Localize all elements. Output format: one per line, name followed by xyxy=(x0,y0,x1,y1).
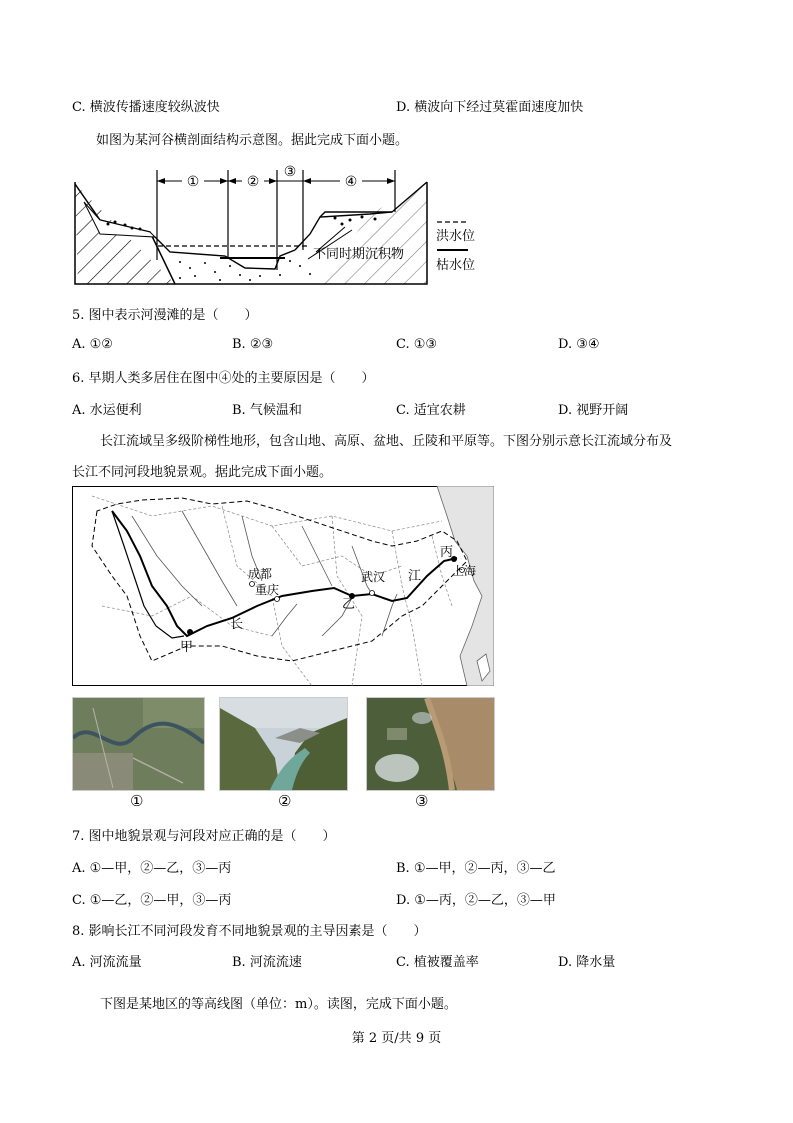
q5-stem: 5. 图中表示河漫滩的是（ ） xyxy=(72,308,258,323)
q8-option-d: D. 降水量 xyxy=(558,955,616,970)
q6-option-c: C. 适宜农耕 xyxy=(396,403,466,418)
q6-option-b: B. 气候温和 xyxy=(232,403,302,418)
valley-intro: 如图为某河谷横剖面结构示意图。据此完成下面小题。 xyxy=(96,133,409,148)
map-label-shanghai: 上海 xyxy=(452,564,477,578)
q5-option-a: A. ①② xyxy=(72,337,113,352)
q5-option-b: B. ②③ xyxy=(232,337,274,352)
q7-stem: 7. 图中地貌景观与河段对应正确的是（ ） xyxy=(72,829,336,844)
q7-option-d: D. ①—丙，②—乙，③—甲 xyxy=(396,893,556,908)
map-label-bing: 丙 xyxy=(440,545,454,560)
q5-option-c: C. ①③ xyxy=(396,337,438,352)
marker-3: ③ xyxy=(283,164,297,180)
q8-option-b: B. 河流流速 xyxy=(232,955,302,970)
q7-option-b: B. ①—甲，②—丙，③—乙 xyxy=(396,861,556,876)
page-footer: 第 2 页/共 9 页 xyxy=(351,1031,442,1046)
map-label-yi: 乙 xyxy=(342,597,356,612)
q7-option-c: C. ①—乙，②—甲，③—丙 xyxy=(72,893,232,908)
photo-label-2: ② xyxy=(278,792,292,810)
q6-option-a: A. 水运便利 xyxy=(72,403,142,418)
yangtze-intro-line2: 长江不同河段地貌景观。据此完成下面小题。 xyxy=(72,465,333,480)
q6-option-d: D. 视野开阔 xyxy=(558,403,629,418)
jia-point xyxy=(187,629,193,635)
marker-2: ② xyxy=(246,174,260,190)
map-label-wuhan: 武汉 xyxy=(361,570,386,584)
q6-stem: 6. 早期人类多居住在图中④处的主要原因是（ ） xyxy=(72,371,375,386)
landscape-photo-1 xyxy=(72,697,205,791)
q7-option-a: A. ①—甲，②—乙，③—丙 xyxy=(72,861,232,876)
q8-option-a: A. 河流流量 xyxy=(72,955,142,970)
landscape-photo-2 xyxy=(219,697,348,791)
map-label-chongqing: 重庆 xyxy=(255,583,280,597)
map-label-jiang: 江 xyxy=(408,569,422,584)
photo-label-1: ① xyxy=(130,792,144,810)
yangtze-basin-map xyxy=(72,486,494,686)
legend-flood-level: 洪水位 xyxy=(436,229,476,244)
map-label-chang: 长 xyxy=(230,617,244,632)
marker-1: ① xyxy=(186,174,200,190)
q8-stem: 8. 影响长江不同河段发育不同地貌景观的主导因素是（ ） xyxy=(72,924,427,939)
q5-option-d: D. ③④ xyxy=(558,337,600,352)
valley-cross-section-diagram xyxy=(70,162,490,290)
map-label-chengdu: 成都 xyxy=(248,567,273,581)
contour-intro: 下图是某地区的等高线图（单位：m）。读图，完成下面小题。 xyxy=(100,997,457,1012)
q8-option-c: C. 植被覆盖率 xyxy=(396,955,479,970)
landscape-photo-3 xyxy=(366,697,495,791)
marker-4: ④ xyxy=(344,174,358,190)
map-label-jia: 甲 xyxy=(180,640,194,655)
sediment-label: 不同时期沉积物 xyxy=(313,247,405,262)
q4-option-c: C. 横波传播速度较纵波快 xyxy=(72,100,220,115)
photo-label-3: ③ xyxy=(415,792,429,810)
legend-dry-level: 枯水位 xyxy=(436,258,476,273)
yangtze-intro-line1: 长江流域呈多级阶梯性地形，包含山地、高原、盆地、丘陵和平原等。下图分别示意长江流域分布及 xyxy=(100,434,673,449)
q4-option-d: D. 横波向下经过莫霍面速度加快 xyxy=(396,100,584,115)
